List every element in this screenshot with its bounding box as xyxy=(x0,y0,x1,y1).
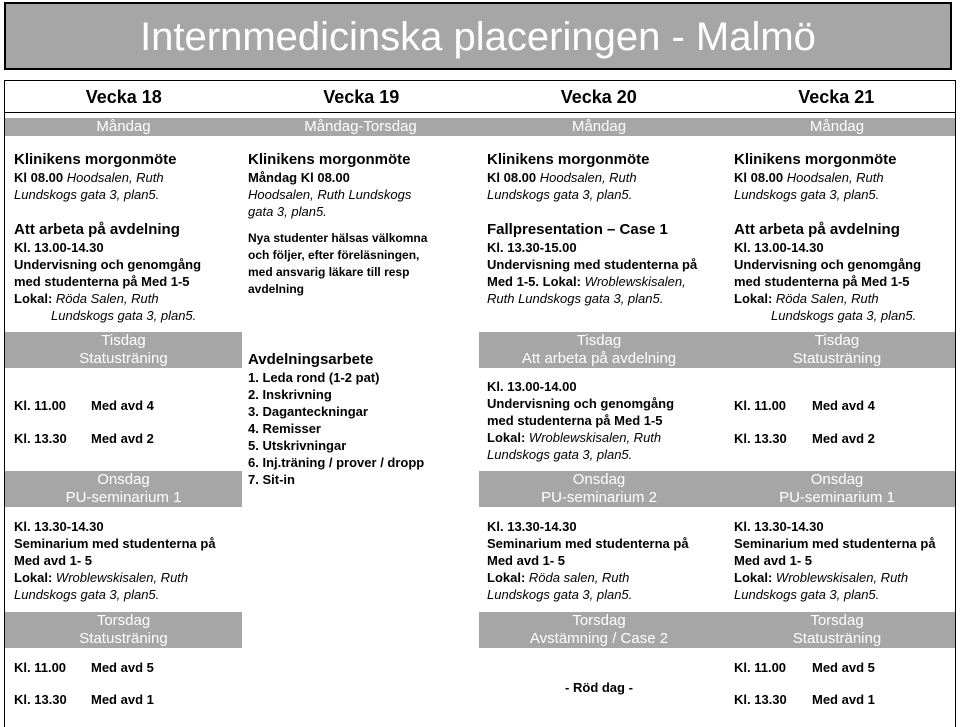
col2-welcome-line4: avdelning xyxy=(248,282,305,296)
col1-tue-value2: Med avd 2 xyxy=(91,431,154,446)
col4-wednesday-band xyxy=(719,471,955,507)
col4-tuesday-label: Tisdag xyxy=(814,332,860,349)
col4-morning-title: Klinikens morgonmöte xyxy=(734,151,897,168)
col4-thu-value1: Med avd 5 xyxy=(812,660,875,675)
col3-tue-time: Kl. 13.00-14.00 xyxy=(487,379,577,394)
col2-morning-loc1: Hoodsalen, Ruth Lundskogs xyxy=(248,187,412,202)
col1-thu-time1: Kl. 11.00 xyxy=(14,660,67,675)
col1-work-title: Att arbeta på avdelning xyxy=(14,221,180,238)
col2-welcome-line1: Nya studenter hälsas välkomna xyxy=(248,231,428,245)
col3-case-title: Fallpresentation – Case 1 xyxy=(487,221,668,238)
col4-wednesday-label: Onsdag xyxy=(810,471,864,488)
col1-wednesday-cell xyxy=(14,518,239,603)
col4-thursday-label: Torsdag xyxy=(810,612,864,629)
col1-wed-loc1: Wroblewskisalen, Ruth xyxy=(55,570,189,585)
col3-wednesday-sub: PU-seminarium 2 xyxy=(541,489,657,506)
col3-tue-desc1: Undervisning och genomgång xyxy=(487,396,675,411)
col3-morning-loc1: Hoodsalen, Ruth xyxy=(539,170,637,185)
col4-work-time: Kl. 13.00-14.30 xyxy=(734,240,824,255)
col1-wed-desc1: Seminarium med studenterna på xyxy=(14,536,216,551)
col1-morning-loc2: Lundskogs gata 3, plan5. xyxy=(14,187,160,202)
col1-wed-loc2: Lundskogs gata 3, plan5. xyxy=(14,587,160,602)
col3-morning-time: Kl 08.00 xyxy=(487,170,537,185)
col1-monday-label: Måndag xyxy=(96,118,151,135)
col1-tue-value1: Med avd 4 xyxy=(91,398,154,413)
col4-wed-loc1: Wroblewskisalen, Ruth xyxy=(775,570,909,585)
page-title: Internmedicinska placeringen - Malmö xyxy=(4,2,952,70)
col1-tuesday-band xyxy=(5,332,242,368)
col2-band-label: Måndag-Torsdag xyxy=(304,118,417,135)
week-18-heading: Vecka 18 xyxy=(85,87,162,107)
col3-monday-label: Måndag xyxy=(571,118,627,135)
col4-work-loc1: Röda Salen, Ruth xyxy=(775,291,879,306)
col4-tue-value2: Med avd 2 xyxy=(812,431,875,446)
col2-ward-item: 2. Inskrivning xyxy=(248,387,332,402)
col4-thursday-sub: Statusträning xyxy=(792,630,882,647)
col4-tuesday-sub: Statusträning xyxy=(792,350,882,367)
week-21-heading: Vecka 21 xyxy=(798,87,875,107)
col4-wed-desc2: Med avd 1- 5 xyxy=(734,553,813,568)
col3-wed-lokal: Lokal: xyxy=(487,570,526,585)
col3-tue-loc2: Lundskogs gata 3, plan5. xyxy=(487,447,633,462)
col1-work-loc1: Röda Salen, Ruth xyxy=(55,291,159,306)
col3-thursday-label: Torsdag xyxy=(572,612,626,629)
col4-thu-value2: Med avd 1 xyxy=(812,692,875,707)
col4-tue-time1: Kl. 11.00 xyxy=(734,398,787,413)
col1-wednesday-sub: PU-seminarium 1 xyxy=(65,489,182,506)
col3-morning-loc2: Lundskogs gata 3, plan5. xyxy=(487,187,633,202)
col3-wednesday-label: Onsdag xyxy=(572,471,626,488)
col1-tuesday-label: Tisdag xyxy=(101,332,146,349)
col2-monday-cell xyxy=(248,150,473,298)
col1-tuesday-sub: Statusträning xyxy=(79,350,168,367)
col1-wed-lokal: Lokal: xyxy=(14,570,53,585)
col4-wed-time: Kl. 13.30-14.30 xyxy=(734,519,824,534)
col2-ward-item: 6. Inj.träning / prover / dropp xyxy=(248,455,425,470)
col4-tuesday-band xyxy=(719,332,955,368)
col3-wednesday-band xyxy=(479,471,719,507)
col2-band xyxy=(242,118,479,136)
col1-wednesday-label: Onsdag xyxy=(97,471,150,488)
col3-wed-loc1: Röda salen, Ruth xyxy=(528,570,630,585)
col4-monday-label: Måndag xyxy=(809,118,865,135)
col3-thursday-band xyxy=(479,612,719,648)
col4-morning-loc2: Lundskogs gata 3, plan5. xyxy=(734,187,880,202)
col3-case-lokal: Lokal: xyxy=(542,274,581,289)
col3-tue-loc1: Wroblewskisalen, Ruth xyxy=(528,430,662,445)
col4-thu-time2: Kl. 13.30 xyxy=(734,692,787,707)
col1-thu-time2: Kl. 13.30 xyxy=(14,692,67,707)
col4-work-loc2: Lundskogs gata 3, plan5. xyxy=(771,308,917,323)
col4-thu-time1: Kl. 11.00 xyxy=(734,660,787,675)
col4-wed-loc2: Lundskogs gata 3, plan5. xyxy=(734,587,880,602)
col3-tuesday-sub: Att arbeta på avdelning xyxy=(521,350,677,367)
col4-wednesday-cell xyxy=(734,518,952,603)
col3-wed-loc2: Lundskogs gata 3, plan5. xyxy=(487,587,633,602)
col2-morning-loc2: gata 3, plan5. xyxy=(248,204,327,219)
col2-ward-item: 3. Daganteckningar xyxy=(248,404,368,419)
col2-ward-item: 4. Remisser xyxy=(248,421,321,436)
col1-thursday-band xyxy=(5,612,242,648)
week-19-heading: Vecka 19 xyxy=(323,87,400,107)
col1-monday-cell xyxy=(14,150,239,324)
col1-morning-loc1: Hoodsalen, Ruth xyxy=(66,170,164,185)
col3-holiday-text: - Röd dag - xyxy=(565,680,633,695)
col4-monday-band xyxy=(719,118,955,136)
col4-morning-loc1: Hoodsalen, Ruth xyxy=(786,170,884,185)
col3-tuesday-label: Tisdag xyxy=(576,332,622,349)
col3-tue-desc2: med studenterna på Med 1-5 xyxy=(487,413,663,428)
col3-wednesday-cell xyxy=(487,518,715,603)
col1-morning-title: Klinikens morgonmöte xyxy=(14,151,177,168)
col2-morning-time: Måndag Kl 08.00 xyxy=(248,170,350,185)
col1-thursday-label: Torsdag xyxy=(96,612,151,629)
col3-tuesday-cell xyxy=(487,378,715,463)
col4-work-desc1: Undervisning och genomgång xyxy=(734,257,922,272)
col1-tue-time2: Kl. 13.30 xyxy=(14,431,67,446)
col4-thursday-band xyxy=(719,612,955,648)
col2-ward-item: 7. Sit-in xyxy=(248,472,295,487)
col4-wednesday-sub: PU-seminarium 1 xyxy=(779,489,895,506)
col1-wed-time: Kl. 13.30-14.30 xyxy=(14,519,104,534)
col1-thu-value1: Med avd 5 xyxy=(91,660,154,675)
col2-morning-title: Klinikens morgonmöte xyxy=(248,151,411,168)
col1-thursday-sub: Statusträning xyxy=(79,630,168,647)
col1-wed-desc2: Med avd 1- 5 xyxy=(14,553,93,568)
col1-work-desc2: med studenterna på Med 1-5 xyxy=(14,274,190,289)
col4-tue-time2: Kl. 13.30 xyxy=(734,431,787,446)
col3-wed-desc1: Seminarium med studenterna på xyxy=(487,536,689,551)
col3-thursday-sub: Avstämning / Case 2 xyxy=(529,630,669,647)
col3-case-loc2: Ruth Lundskogs gata 3, plan5. xyxy=(487,291,664,306)
col1-work-lokal: Lokal: xyxy=(14,291,53,306)
col3-tue-lokal: Lokal: xyxy=(487,430,526,445)
col3-case-loc1: Wroblewskisalen, xyxy=(584,274,686,289)
col3-morning-title: Klinikens morgonmöte xyxy=(487,151,650,168)
col3-case-desc2: Med 1-5. xyxy=(487,274,540,289)
col4-wed-lokal: Lokal: xyxy=(734,570,773,585)
col4-work-title: Att arbeta på avdelning xyxy=(734,221,900,238)
col1-morning-time: Kl 08.00 xyxy=(14,170,64,185)
week-header-row xyxy=(4,80,956,112)
schedule-grid xyxy=(4,112,956,727)
col1-work-time: Kl. 13.00-14.30 xyxy=(14,240,104,255)
col3-case-desc1: Undervisning med studenterna på xyxy=(487,257,698,272)
col1-work-desc1: Undervisning och genomgång xyxy=(14,257,202,272)
col4-morning-time: Kl 08.00 xyxy=(734,170,784,185)
col4-work-lokal: Lokal: xyxy=(734,291,773,306)
col2-ward-title: Avdelningsarbete xyxy=(248,351,374,368)
col1-monday-band xyxy=(5,118,242,136)
col2-ward-cell xyxy=(248,350,473,488)
col1-work-loc2: Lundskogs gata 3, plan5. xyxy=(51,308,197,323)
col3-wed-time: Kl. 13.30-14.30 xyxy=(487,519,577,534)
col1-wednesday-band xyxy=(5,471,242,507)
col2-ward-item: 1. Leda rond (1-2 pat) xyxy=(248,370,380,385)
col2-ward-item: 5. Utskrivningar xyxy=(248,438,347,453)
col1-thu-value2: Med avd 1 xyxy=(91,692,154,707)
col3-tuesday-band xyxy=(479,332,719,368)
col3-monday-cell xyxy=(487,150,715,307)
col4-work-desc2: med studenterna på Med 1-5 xyxy=(734,274,910,289)
col3-case-time: Kl. 13.30-15.00 xyxy=(487,240,577,255)
col4-tue-value1: Med avd 4 xyxy=(812,398,875,413)
col4-wed-desc1: Seminarium med studenterna på xyxy=(734,536,936,551)
col3-wed-desc2: Med avd 1- 5 xyxy=(487,553,566,568)
col3-monday-band xyxy=(479,118,719,136)
col4-monday-cell xyxy=(734,150,952,324)
week-20-heading: Vecka 20 xyxy=(560,87,637,107)
col1-tue-time1: Kl. 11.00 xyxy=(14,398,67,413)
col2-welcome-line3: med ansvarig läkare till resp xyxy=(248,265,410,279)
col2-welcome-line2: och följer, efter föreläsningen, xyxy=(248,248,420,262)
